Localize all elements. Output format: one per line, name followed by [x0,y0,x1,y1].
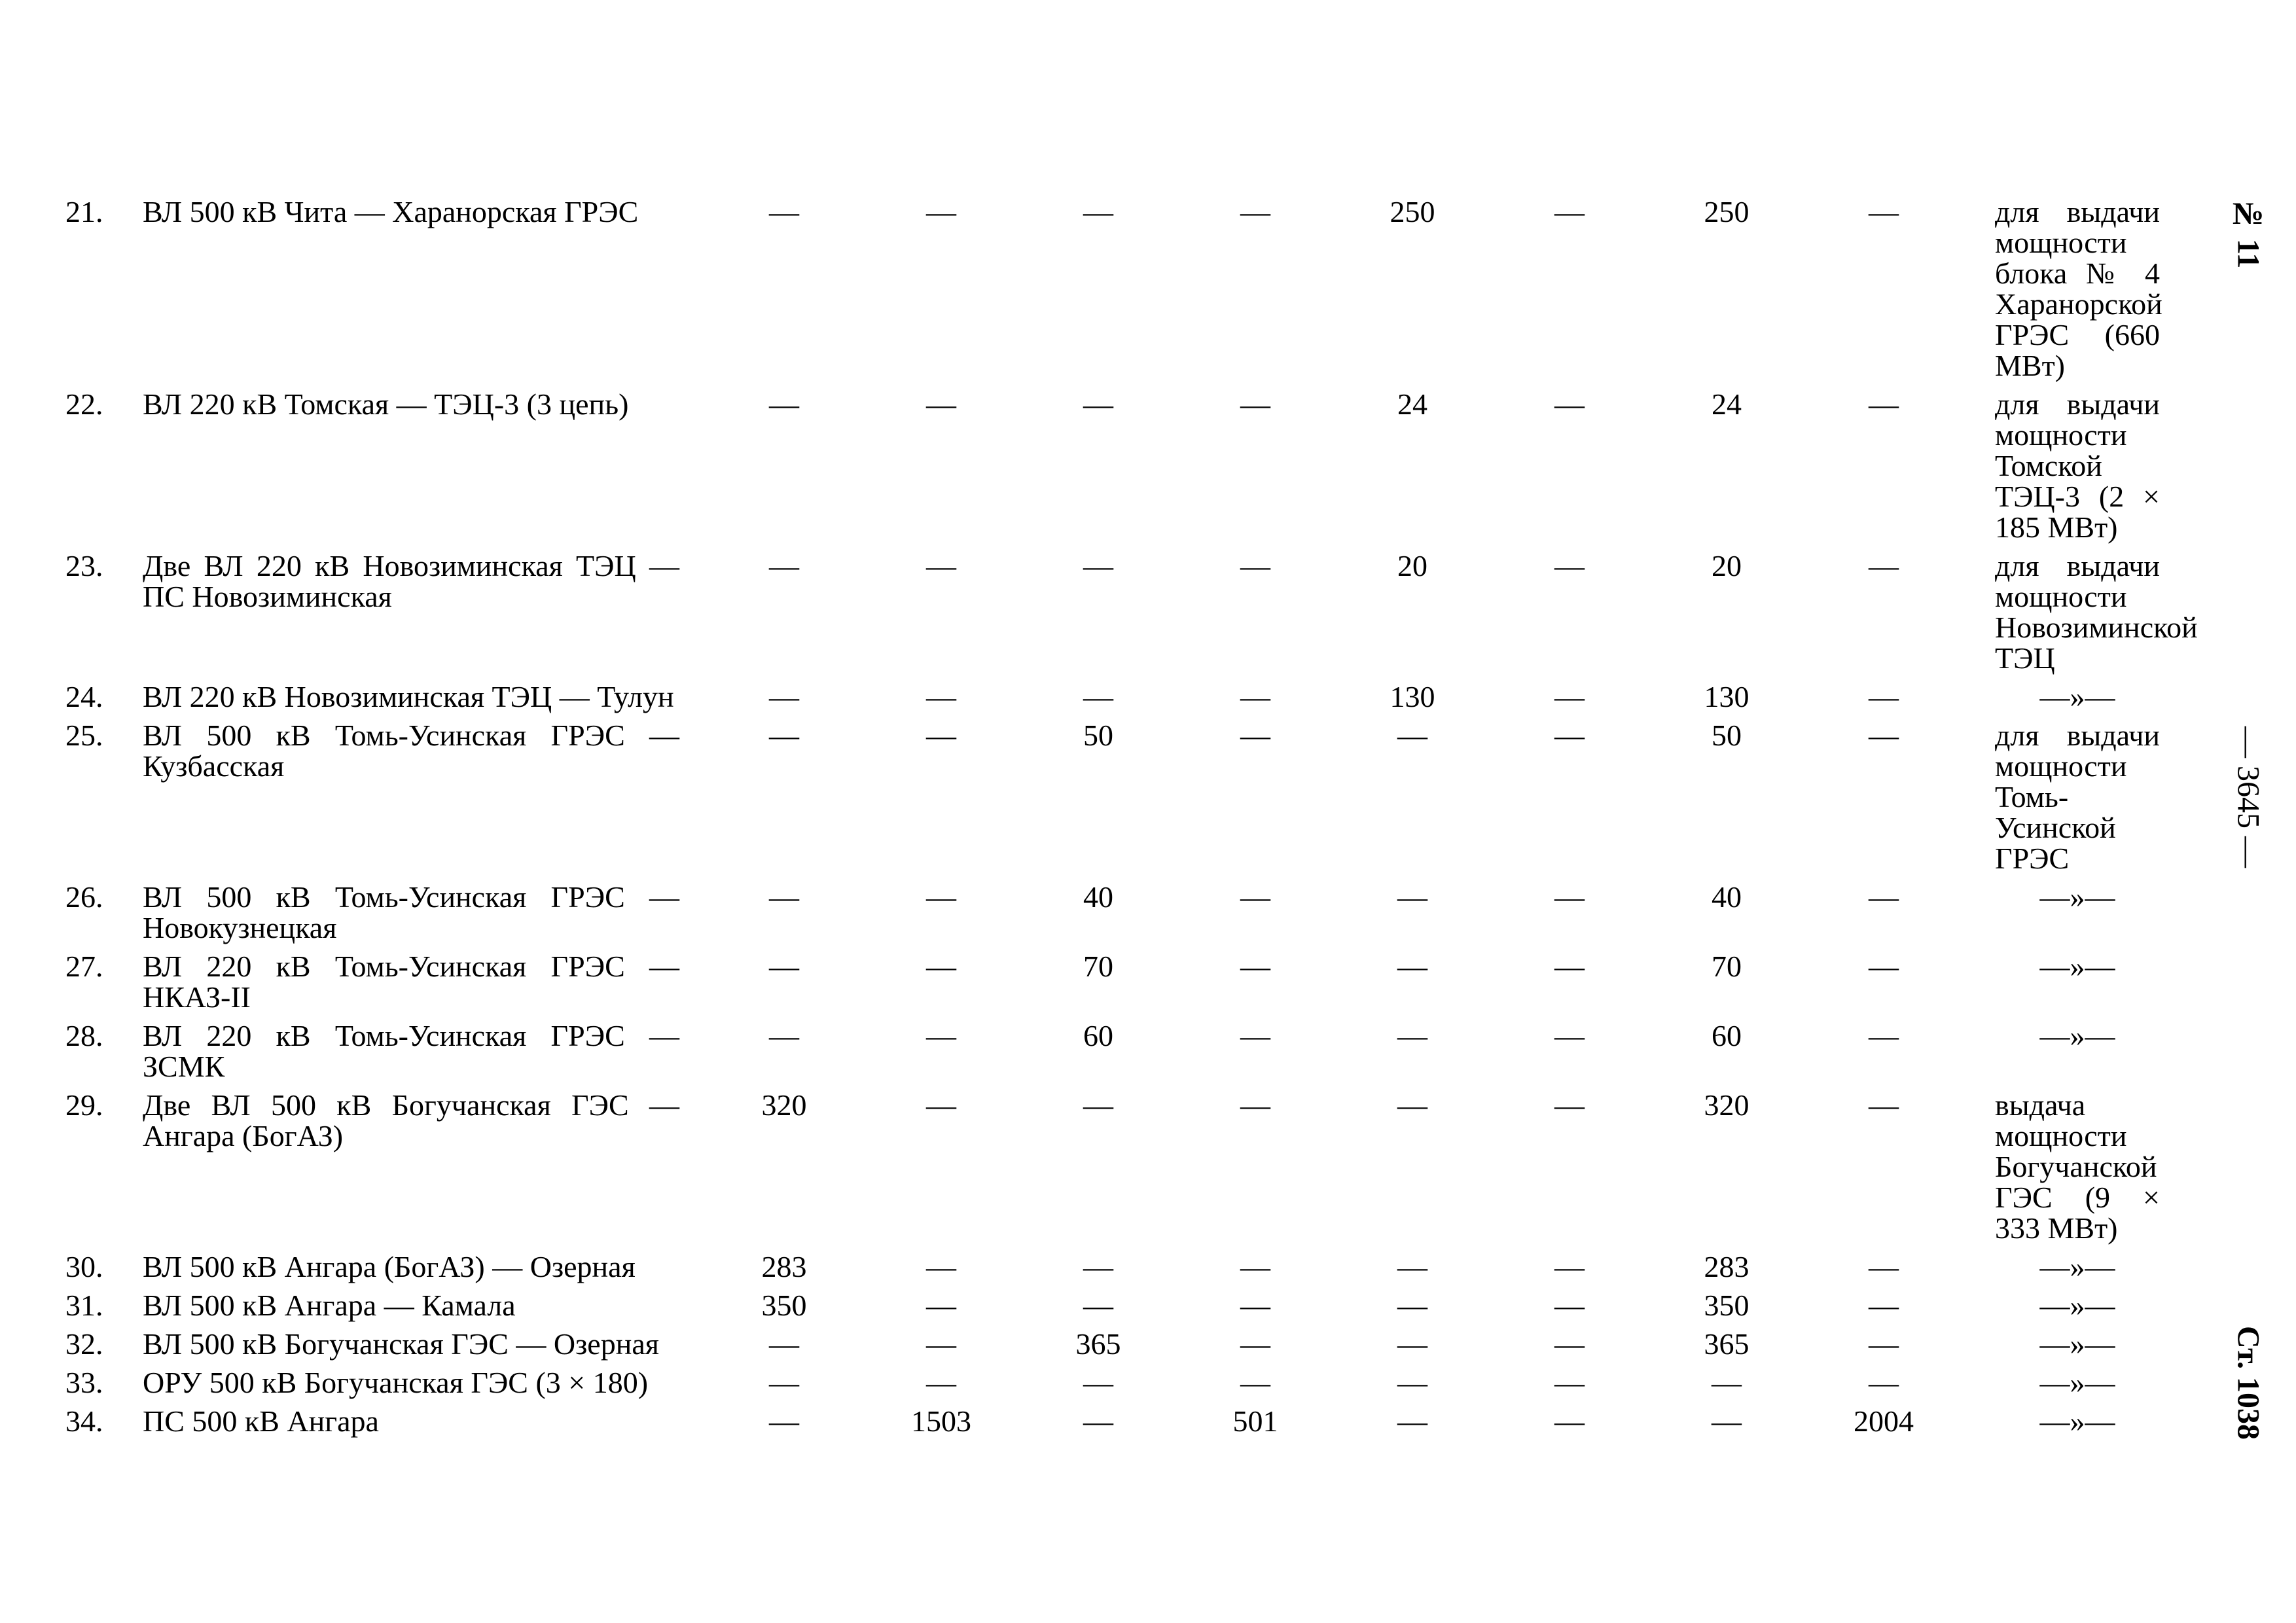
table-row [65,951,2160,1020]
row-number: 21. [65,195,103,228]
value-cell: — [1083,549,1113,582]
value-cell: — [769,549,799,582]
value-cell: — [769,880,799,914]
value-cell: — [1554,719,1585,752]
object-name: ВЛ 500 кВ Томь-Усинская ГРЭС — Новокузнецкая [143,880,679,944]
table-row [65,1367,2160,1406]
value-cell: — [1554,950,1585,983]
value-cell: — [1869,195,1899,228]
value-cell: — [1554,1250,1585,1283]
row-number: 27. [65,950,103,983]
row-number: 29. [65,1088,103,1122]
value-cell: — [1240,1366,1270,1399]
value-cell: — [1240,1088,1270,1122]
row-number: 30. [65,1250,103,1283]
value-cell: 24 [1712,387,1742,421]
value-cell: — [1869,680,1899,713]
value-cell: — [1083,387,1113,421]
side-header [2225,196,2271,1440]
value-cell: — [1240,880,1270,914]
value-cell: 40 [1083,880,1113,914]
value-cell: 283 [761,1250,807,1283]
value-cell: 365 [1704,1327,1749,1361]
value-cell: — [1869,549,1899,582]
table-row [65,389,2160,550]
value-cell: — [769,719,799,752]
document-number: № 11 [2231,196,2266,269]
value-cell: — [1240,549,1270,582]
value-cell: — [1397,1404,1427,1438]
purpose-note: для выдачи мощности Томь-Усинской ГРЭС [1995,719,2160,875]
object-name: ВЛ 220 кВ Томская — ТЭЦ-3 (3 цепь) [143,387,629,421]
row-number: 25. [65,719,103,752]
table-row [65,720,2160,882]
row-number: 32. [65,1327,103,1361]
value-cell: — [1240,1250,1270,1283]
purpose-note: для выдачи мощности Новозиминской ТЭЦ [1995,549,2198,675]
row-number: 31. [65,1289,103,1322]
value-cell: — [1869,950,1899,983]
value-cell: 70 [1712,950,1742,983]
value-cell: — [1554,1327,1585,1361]
value-cell: — [1554,549,1585,582]
value-cell: — [926,549,956,582]
value-cell: — [1083,1289,1113,1322]
value-cell: — [1240,1019,1270,1052]
table-row [65,1090,2160,1251]
value-cell: 365 [1075,1327,1121,1361]
value-cell: 60 [1712,1019,1742,1052]
value-cell: — [1083,1366,1113,1399]
value-cell: — [1397,950,1427,983]
value-cell: 20 [1712,549,1742,582]
value-cell: — [1712,1366,1742,1399]
value-cell: — [769,1327,799,1361]
value-cell: — [1869,1289,1899,1322]
value-cell: — [1554,880,1585,914]
infrastructure-table [65,195,2198,1444]
value-cell: — [1240,195,1270,228]
value-cell: — [1554,1088,1585,1122]
value-cell: — [1554,1366,1585,1399]
object-name: ВЛ 500 кВ Ангара — Камала [143,1289,516,1322]
value-cell: — [1712,1404,1742,1438]
value-cell: — [926,195,956,228]
value-cell: 130 [1704,680,1749,713]
value-cell: — [926,1289,956,1322]
row-number: 22. [65,387,103,421]
value-cell: — [1083,1088,1113,1122]
row-number: 24. [65,680,103,713]
value-cell: 350 [761,1289,807,1322]
value-cell: — [1397,1088,1427,1122]
purpose-note: для выдачи мощности Томской ТЭЦ-3 (2 × 185 МВт) [1995,387,2160,544]
value-cell: — [1554,387,1585,421]
value-cell: — [769,387,799,421]
value-cell: 501 [1232,1404,1278,1438]
value-cell: — [1869,1366,1899,1399]
value-cell: 1503 [911,1404,971,1438]
purpose-note: для выдачи мощности блока № 4 Харанорской ГРЭС (660 МВт) [1995,195,2162,382]
value-cell: 20 [1397,549,1427,582]
value-cell: — [769,195,799,228]
value-cell: — [769,1366,799,1399]
value-cell: 50 [1712,719,1742,752]
value-cell: — [1240,719,1270,752]
value-cell: 283 [1704,1250,1749,1283]
value-cell: — [1240,387,1270,421]
value-cell: 70 [1083,950,1113,983]
purpose-note: —»— [2039,1327,2115,1361]
value-cell: — [1869,719,1899,752]
value-cell: 250 [1704,195,1749,228]
purpose-note: —»— [2039,1404,2115,1438]
value-cell: — [1397,1289,1427,1322]
purpose-note: —»— [2039,1366,2115,1399]
value-cell: — [1240,1289,1270,1322]
value-cell: — [926,680,956,713]
value-cell: — [926,1019,956,1052]
object-name: ВЛ 220 кВ Новозиминская ТЭЦ — Тулун [143,680,674,713]
value-cell: 50 [1083,719,1113,752]
row-number: 26. [65,880,103,914]
value-cell: — [1554,1019,1585,1052]
value-cell: 60 [1083,1019,1113,1052]
value-cell: — [926,1088,956,1122]
value-cell: 320 [761,1088,807,1122]
table-row [65,1290,2160,1329]
purpose-note: выдача мощности Богучанской ГЭС (9 × 333 МВт) [1995,1088,2160,1245]
value-cell: — [1397,880,1427,914]
object-name: ВЛ 500 кВ Чита — Харанорская ГРЭС [143,195,639,228]
table-row [65,882,2160,951]
value-cell: — [926,1366,956,1399]
value-cell: — [1554,195,1585,228]
value-cell: — [1397,1019,1427,1052]
value-cell: 2004 [1854,1404,1914,1438]
value-cell: — [1240,950,1270,983]
purpose-note: —»— [2039,1250,2115,1283]
object-name: ВЛ 500 кВ Томь-Усинская ГРЭС — Кузбасская [143,719,679,783]
table-row [65,681,2160,720]
page-number: — 3645 — [2231,726,2266,868]
value-cell: — [1554,1289,1585,1322]
value-cell: 320 [1704,1088,1749,1122]
value-cell: — [1397,1250,1427,1283]
value-cell: — [1397,1366,1427,1399]
value-cell: — [1869,880,1899,914]
object-name: ВЛ 500 кВ Ангара (БогАЗ) — Озерная [143,1250,636,1283]
object-name: ВЛ 500 кВ Богучанская ГЭС — Озерная [143,1327,659,1361]
value-cell: — [1240,1327,1270,1361]
table-body [65,195,2198,1444]
value-cell: — [769,1019,799,1052]
value-cell: — [769,1404,799,1438]
value-cell: — [1397,1327,1427,1361]
value-cell: — [1083,195,1113,228]
table-row [65,1251,2160,1290]
purpose-note: —»— [2039,880,2115,914]
value-cell: 130 [1390,680,1435,713]
row-number: 23. [65,549,103,582]
value-cell: 250 [1390,195,1435,228]
object-name: Две ВЛ 220 кВ Новозиминская ТЭЦ — ПС Новозиминская [143,549,679,613]
table-row [65,1406,2160,1444]
table-row [65,196,2160,389]
row-number: 34. [65,1404,103,1438]
article-number: Ст. 1038 [2231,1325,2266,1440]
table-row [65,1329,2160,1367]
row-number: 33. [65,1366,103,1399]
value-cell: 24 [1397,387,1427,421]
object-name: Две ВЛ 500 кВ Богучанская ГЭС — Ангара (БогАЗ) [143,1088,679,1152]
table-row [65,1020,2160,1090]
row-number: 28. [65,1019,103,1052]
object-name: ВЛ 220 кВ Томь-Усинская ГРЭС — НКАЗ-II [143,950,679,1014]
purpose-note: —»— [2039,950,2115,983]
value-cell: — [926,950,956,983]
object-name: ПС 500 кВ Ангара [143,1404,379,1438]
purpose-note: —»— [2039,1019,2115,1052]
value-cell: — [926,387,956,421]
value-cell: — [1869,1019,1899,1052]
purpose-note: —»— [2039,680,2115,713]
value-cell: — [1869,1327,1899,1361]
object-name: ОРУ 500 кВ Богучанская ГЭС (3 × 180) [143,1366,649,1399]
value-cell: — [1240,680,1270,713]
object-name: ВЛ 220 кВ Томь-Усинская ГРЭС — ЗСМК [143,1019,679,1083]
value-cell: — [769,680,799,713]
value-cell: — [1869,1250,1899,1283]
value-cell: — [926,880,956,914]
value-cell: — [1083,1404,1113,1438]
value-cell: — [1083,1250,1113,1283]
value-cell: — [769,950,799,983]
value-cell: — [926,1327,956,1361]
value-cell: — [1869,1088,1899,1122]
value-cell: — [926,1250,956,1283]
value-cell: — [1083,680,1113,713]
value-cell: — [1554,1404,1585,1438]
value-cell: 40 [1712,880,1742,914]
value-cell: — [1554,680,1585,713]
value-cell: — [1869,387,1899,421]
table-row [65,550,2160,681]
value-cell: — [926,719,956,752]
value-cell: 350 [1704,1289,1749,1322]
value-cell: — [1397,719,1427,752]
purpose-note: —»— [2039,1289,2115,1322]
